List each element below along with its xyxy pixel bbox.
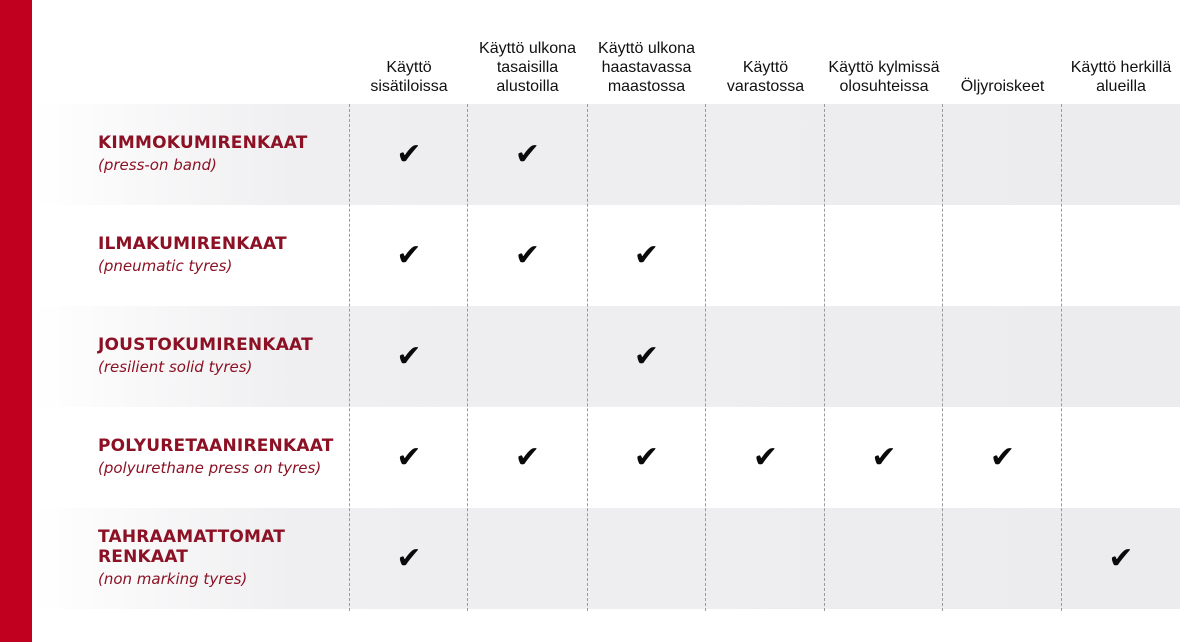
row-label bbox=[98, 306, 313, 407]
row-label bbox=[98, 205, 287, 306]
checkmark-icon: ✔ bbox=[1108, 540, 1134, 576]
checkmark-icon: ✔ bbox=[633, 338, 660, 374]
check-cell bbox=[587, 205, 706, 306]
check-cell bbox=[350, 407, 468, 508]
check-cell bbox=[350, 306, 468, 407]
row-label bbox=[98, 407, 334, 508]
tyre-type-name: JOUSTOKUMIRENKAAT bbox=[98, 335, 313, 355]
row-label bbox=[98, 104, 308, 205]
check-cell bbox=[1062, 508, 1180, 609]
check-cell bbox=[943, 407, 1062, 508]
tyre-type-english: (pneumatic tyres) bbox=[98, 257, 233, 275]
brand-red-sidebar bbox=[0, 0, 32, 642]
checkmark-icon: ✔ bbox=[396, 136, 422, 172]
check-cell bbox=[350, 104, 468, 205]
check-cell bbox=[350, 205, 468, 306]
checkmark-icon: ✔ bbox=[989, 439, 1016, 475]
row-label bbox=[98, 508, 308, 609]
checkmark-icon: ✔ bbox=[396, 439, 422, 475]
checkmark-icon: ✔ bbox=[396, 237, 422, 273]
column-header: Käyttö ulkona tasaisilla alustoilla bbox=[479, 40, 576, 95]
checkmark-icon: ✔ bbox=[396, 338, 422, 374]
column-divider bbox=[942, 104, 943, 611]
tyre-type-english: (polyurethane press on tyres) bbox=[98, 459, 322, 477]
check-cell bbox=[825, 407, 943, 508]
check-cell bbox=[468, 205, 587, 306]
checkmark-icon: ✔ bbox=[514, 136, 541, 172]
tyre-type-name: POLYURETAANIRENKAAT bbox=[98, 436, 334, 456]
column-header: Käyttö varastossa bbox=[726, 59, 805, 95]
tyre-type-english: (press-on band) bbox=[98, 156, 217, 174]
check-cell bbox=[350, 508, 468, 609]
column-header: Käyttö sisätiloissa bbox=[370, 59, 448, 95]
column-header: Käyttö herkillä alueilla bbox=[1070, 59, 1172, 95]
checkmark-icon: ✔ bbox=[514, 439, 541, 475]
tyre-type-english: (resilient solid tyres) bbox=[98, 358, 253, 376]
table-row bbox=[32, 104, 1180, 205]
column-header: Käyttö kylmissä olosuhteissa bbox=[828, 59, 940, 95]
checkmark-icon: ✔ bbox=[514, 237, 541, 273]
check-cell bbox=[587, 306, 706, 407]
tyre-type-name: ILMAKUMIRENKAAT bbox=[98, 234, 287, 254]
table-row bbox=[32, 508, 1180, 609]
column-divider bbox=[824, 104, 825, 611]
checkmark-icon: ✔ bbox=[633, 439, 660, 475]
checkmark-icon: ✔ bbox=[871, 439, 897, 475]
column-header: Öljyroiskeet bbox=[960, 78, 1045, 95]
check-cell bbox=[468, 407, 587, 508]
check-cell bbox=[587, 407, 706, 508]
tyre-type-name: TAHRAAMATTOMAT RENKAAT bbox=[98, 527, 286, 567]
checkmark-icon: ✔ bbox=[633, 237, 660, 273]
checkmark-icon: ✔ bbox=[752, 439, 779, 475]
check-cell bbox=[468, 104, 587, 205]
check-cell bbox=[706, 407, 825, 508]
checkmark-icon: ✔ bbox=[396, 540, 422, 576]
tyre-type-english: (non marking tyres) bbox=[98, 570, 248, 588]
column-header: Käyttö ulkona haastavassa maastossa bbox=[598, 40, 695, 95]
tyre-type-name: KIMMOKUMIRENKAAT bbox=[98, 133, 308, 153]
